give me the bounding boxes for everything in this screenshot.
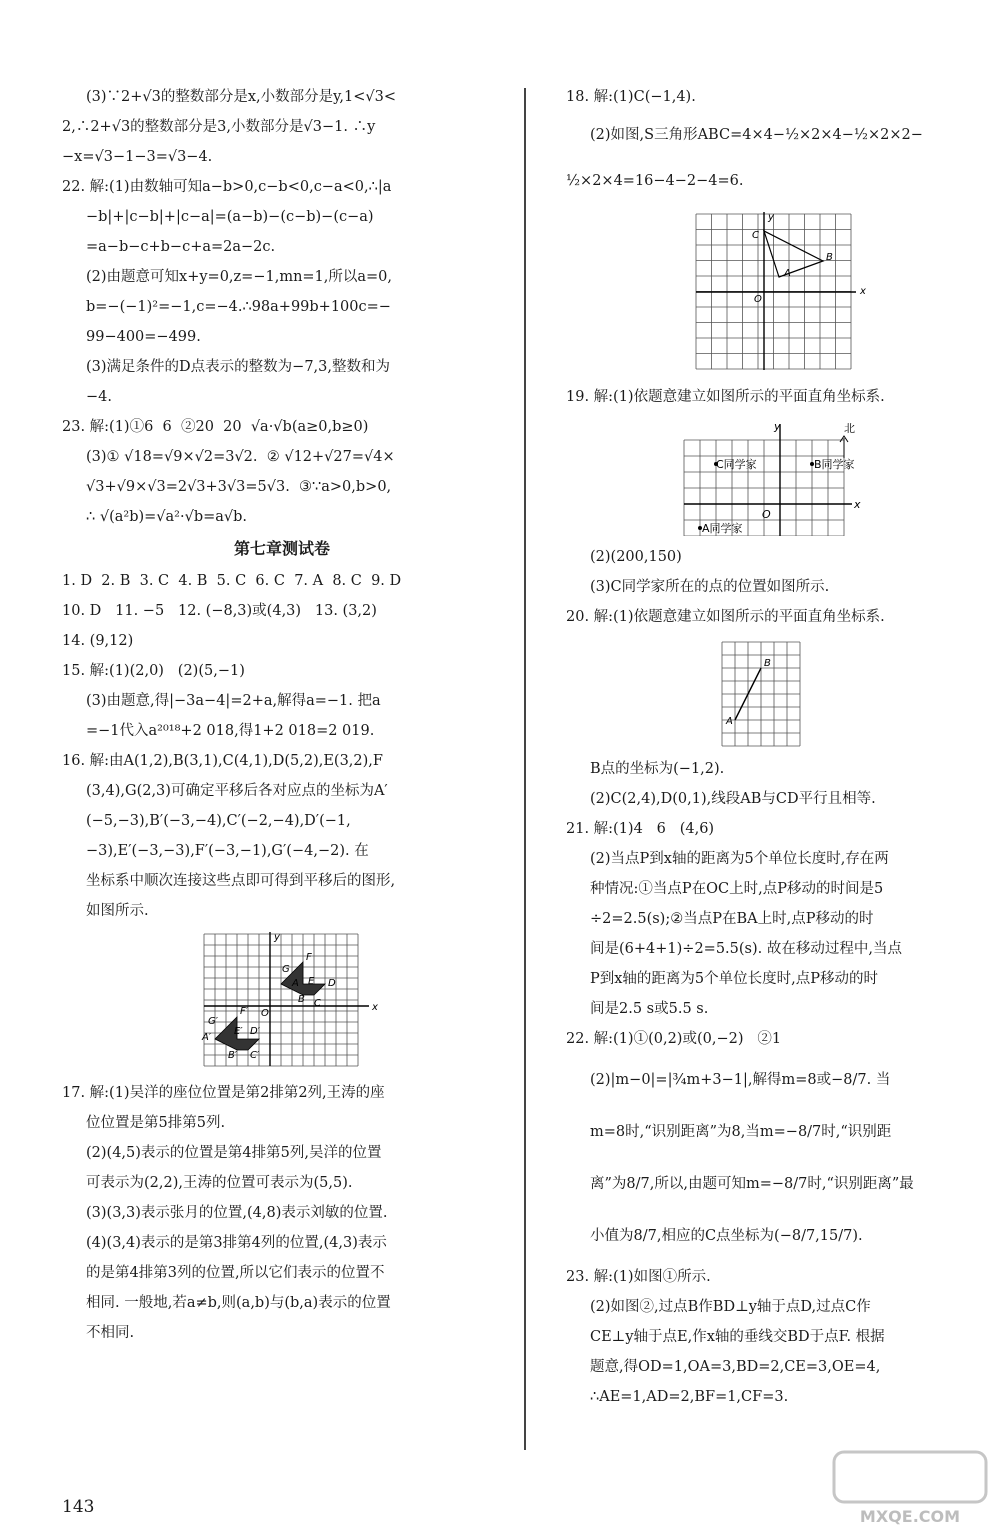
text-line: 如图所示. (86, 903, 149, 919)
text-line: 22. 解:(1)由数轴可知a−b>0,c−b<0,c−a<0,∴|a (62, 179, 392, 195)
text-line: =a−b−c+b−c+a=2a−2c. (86, 239, 276, 255)
label-O: O (762, 508, 771, 521)
text-line: √3+√9×√3=2√3+3√3=5√3. ③∵a>0,b>0, (86, 479, 392, 495)
text-line: (2)由题意可知x+y=0,z=−1,mn=1,所以a=0, (86, 269, 393, 285)
label-C-home: C同学家 (716, 458, 757, 471)
text-line: 的是第4排第3列的位置,所以它们表示的位置不 (86, 1265, 385, 1281)
label-x: x (372, 1002, 378, 1013)
label-A-home: A同学家 (702, 522, 743, 535)
text-line: (3)① √18=√9×√2=3√2. ② √12+√27=√4× (86, 449, 395, 465)
text-line: 99−400=−499. (86, 329, 201, 345)
grid-lines (204, 934, 358, 1066)
label-x: x (860, 286, 866, 297)
label-A: A (784, 268, 791, 279)
label-O: O (754, 294, 762, 305)
label-north: 北 (844, 422, 855, 435)
text-line: 16. 解:由A(1,2),B(3,1),C(4,1),D(5,2),E(3,2),F (62, 753, 383, 769)
text-line: 离”为8/7,所以,由题可知m=−8/7时,“识别距离”最 (590, 1176, 914, 1192)
column-divider (524, 88, 526, 1450)
text-line: (3)满足条件的D点表示的整数为−7,3,整数和为 (86, 359, 390, 375)
label-F-prime: F′ (240, 1006, 249, 1017)
text-line: 题意,得OD=1,OA=3,BD=2,CE=3,OE=4, (590, 1359, 881, 1375)
text-line: ∴AE=1,AD=2,BF=1,CF=3. (590, 1389, 789, 1405)
label-y: y (768, 212, 774, 223)
text-line: 间是(6+4+1)÷2=5.5(s). 故在移动过程中,当点 (590, 941, 902, 957)
text-line: ½×2×4=16−4−2−4=6. (566, 173, 744, 189)
figure-16-grid (62, 932, 502, 1072)
text-line: 间是2.5 s或5.5 s. (590, 1001, 709, 1017)
left-column (62, 82, 502, 1348)
text-line: −3),E′(−3,−3),F′(−3,−1),G′(−4,−2). 在 (86, 843, 369, 859)
text-line: 19. 解:(1)依题意建立如图所示的平面直角坐标系. (566, 389, 885, 405)
text-line: 坐标系中顺次连接这些点即可得到平移后的图形, (86, 873, 396, 889)
label-B: B (298, 994, 305, 1005)
label-E: E (308, 976, 315, 987)
text-line: 22. 解:(1)①(0,2)或(0,−2) ②1 (566, 1031, 782, 1047)
figure-16-svg (62, 932, 502, 1072)
text-line: ÷2=2.5(s);②当点P在BA上时,点P移动的时 (590, 911, 874, 927)
text-line: CE⊥y轴于点E,作x轴的垂线交BD于点F. 根据 (590, 1329, 885, 1345)
label-A: A (292, 978, 299, 989)
text-line: ∴ √(a²b)=√a²·√b=a√b. (86, 509, 248, 525)
text-line: B点的坐标为(−1,2). (590, 761, 725, 777)
label-D: D (328, 978, 336, 989)
text-line: m=8时,“识别距离”为8,当m=−8/7时,“识别距 (590, 1124, 892, 1140)
label-O: O (261, 1008, 269, 1019)
north-arrow-icon (840, 436, 848, 458)
watermark-logo (830, 1448, 990, 1528)
text-line: 18. 解:(1)C(−1,4). (566, 89, 696, 105)
text-line: (2)(200,150) (590, 549, 682, 565)
text-line: (2)|m−0|=|¾m+3−1|,解得m=8或−8/7. 当 (590, 1072, 891, 1088)
figure-19-grid (566, 418, 984, 536)
text-line: (2)如图②,过点B作BD⊥y轴于点D,过点C作 (590, 1299, 871, 1315)
text-line: (3)∵2+√3的整数部分是x,小数部分是y,1<√3< (86, 89, 397, 105)
text-line: −x=√3−1−3=√3−4. (62, 149, 213, 165)
text-line: 2,∴2+√3的整数部分是3,小数部分是√3−1. ∴y (62, 119, 376, 135)
label-D-prime: D′ (250, 1026, 260, 1037)
grid-lines (722, 642, 800, 746)
label-A-prime: A′ (202, 1032, 212, 1043)
label-G-prime: G′ (208, 1016, 219, 1027)
figure-18-svg (566, 210, 984, 376)
text-line: 小值为8/7,相应的C点坐标为(−8/7,15/7). (590, 1228, 863, 1244)
label-y: y (774, 420, 781, 433)
label-A: A (726, 716, 733, 727)
text-line: (3)由题意,得|−3a−4|=2+a,解得a=−1. 把a (86, 693, 381, 709)
text-line: (2)如图,S三角形ABC=4×4−½×2×4−½×2×2− (590, 127, 923, 143)
label-F: F (306, 952, 312, 963)
text-line: (2)当点P到x轴的距离为5个单位长度时,存在两 (590, 851, 889, 867)
figure-18-grid (566, 210, 984, 376)
text-line: 位位置是第5排第5列. (86, 1115, 226, 1131)
figure-20-svg (566, 638, 984, 748)
chapter-title: 第七章测试卷 (233, 539, 330, 558)
text-line: =−1代入a²⁰¹⁸+2 018,得1+2 018=2 019. (86, 723, 375, 739)
text-line: (2)C(2,4),D(0,1),线段AB与CD平行且相等. (590, 791, 876, 807)
label-x: x (854, 498, 861, 511)
figure-20-grid (566, 638, 984, 748)
text-line: P到x轴的距离为5个单位长度时,点P移动的时 (590, 971, 879, 987)
text-line: 20. 解:(1)依题意建立如图所示的平面直角坐标系. (566, 609, 885, 625)
label-C-prime: C′ (250, 1050, 260, 1061)
text-line: (3)(3,3)表示张月的位置,(4,8)表示刘敏的位置. (86, 1205, 388, 1221)
text-line: (3)C同学家所在的点的位置如图所示. (590, 579, 830, 595)
watermark-text: MXQE.COM (859, 1507, 961, 1526)
label-B: B (826, 252, 833, 263)
text-line: 17. 解:(1)吴洋的座位位置是第2排第2列,王涛的座 (62, 1085, 385, 1101)
text-line: −b|+|c−b|+|c−a|=(a−b)−(c−b)−(c−a) (86, 209, 374, 225)
text-line: 23. 解:(1)如图①所示. (566, 1269, 711, 1285)
label-C: C (752, 230, 759, 241)
text-line: 种情况:①当点P在OC上时,点P移动的时间是5 (590, 881, 884, 897)
figure-19-svg (566, 418, 984, 536)
label-E-prime: E′ (234, 1026, 243, 1037)
text-line: 1. D 2. B 3. C 4. B 5. C 6. C 7. A 8. C 9. D (62, 573, 402, 589)
text-line: 21. 解:(1)4 6 (4,6) (566, 821, 715, 837)
label-B-home: B同学家 (814, 458, 855, 471)
text-line: 10. D 11. −5 12. (−8,3)或(4,3) 13. (3,2) (62, 603, 377, 619)
text-line: 14. (9,12) (62, 633, 134, 649)
text-line: 相同. 一般地,若a≠b,则(a,b)与(b,a)表示的位置 (86, 1295, 391, 1311)
text-line: 可表示为(2,2),王涛的位置可表示为(5,5). (86, 1175, 353, 1191)
text-line: (−5,−3),B′(−3,−4),C′(−2,−4),D′(−1, (86, 813, 351, 829)
text-line: (3,4),G(2,3)可确定平移后各对应点的坐标为A′ (86, 783, 388, 799)
page-number: 143 (62, 1497, 95, 1517)
label-C: C (314, 998, 321, 1009)
label-B: B (764, 658, 771, 669)
text-line: (4)(3,4)表示的是第3排第4列的位置,(4,3)表示 (86, 1235, 387, 1251)
text-line: −4. (86, 389, 112, 405)
text-line: (2)(4,5)表示的位置是第4排第5列,吴洋的位置 (86, 1145, 382, 1161)
triangle-ABC (764, 231, 823, 277)
text-line: b=−(−1)²=−1,c=−4.∴98a+99b+100c=− (86, 299, 391, 315)
text-line: 15. 解:(1)(2,0) (2)(5,−1) (62, 663, 245, 679)
label-B-prime: B′ (228, 1050, 238, 1061)
label-G: G (282, 964, 290, 975)
text-line: 不相同. (86, 1325, 135, 1341)
label-y: y (274, 932, 280, 943)
right-column (566, 82, 984, 1412)
text-line: 23. 解:(1)①6 6 ②20 20 √a·√b(a≥0,b≥0) (62, 419, 369, 435)
